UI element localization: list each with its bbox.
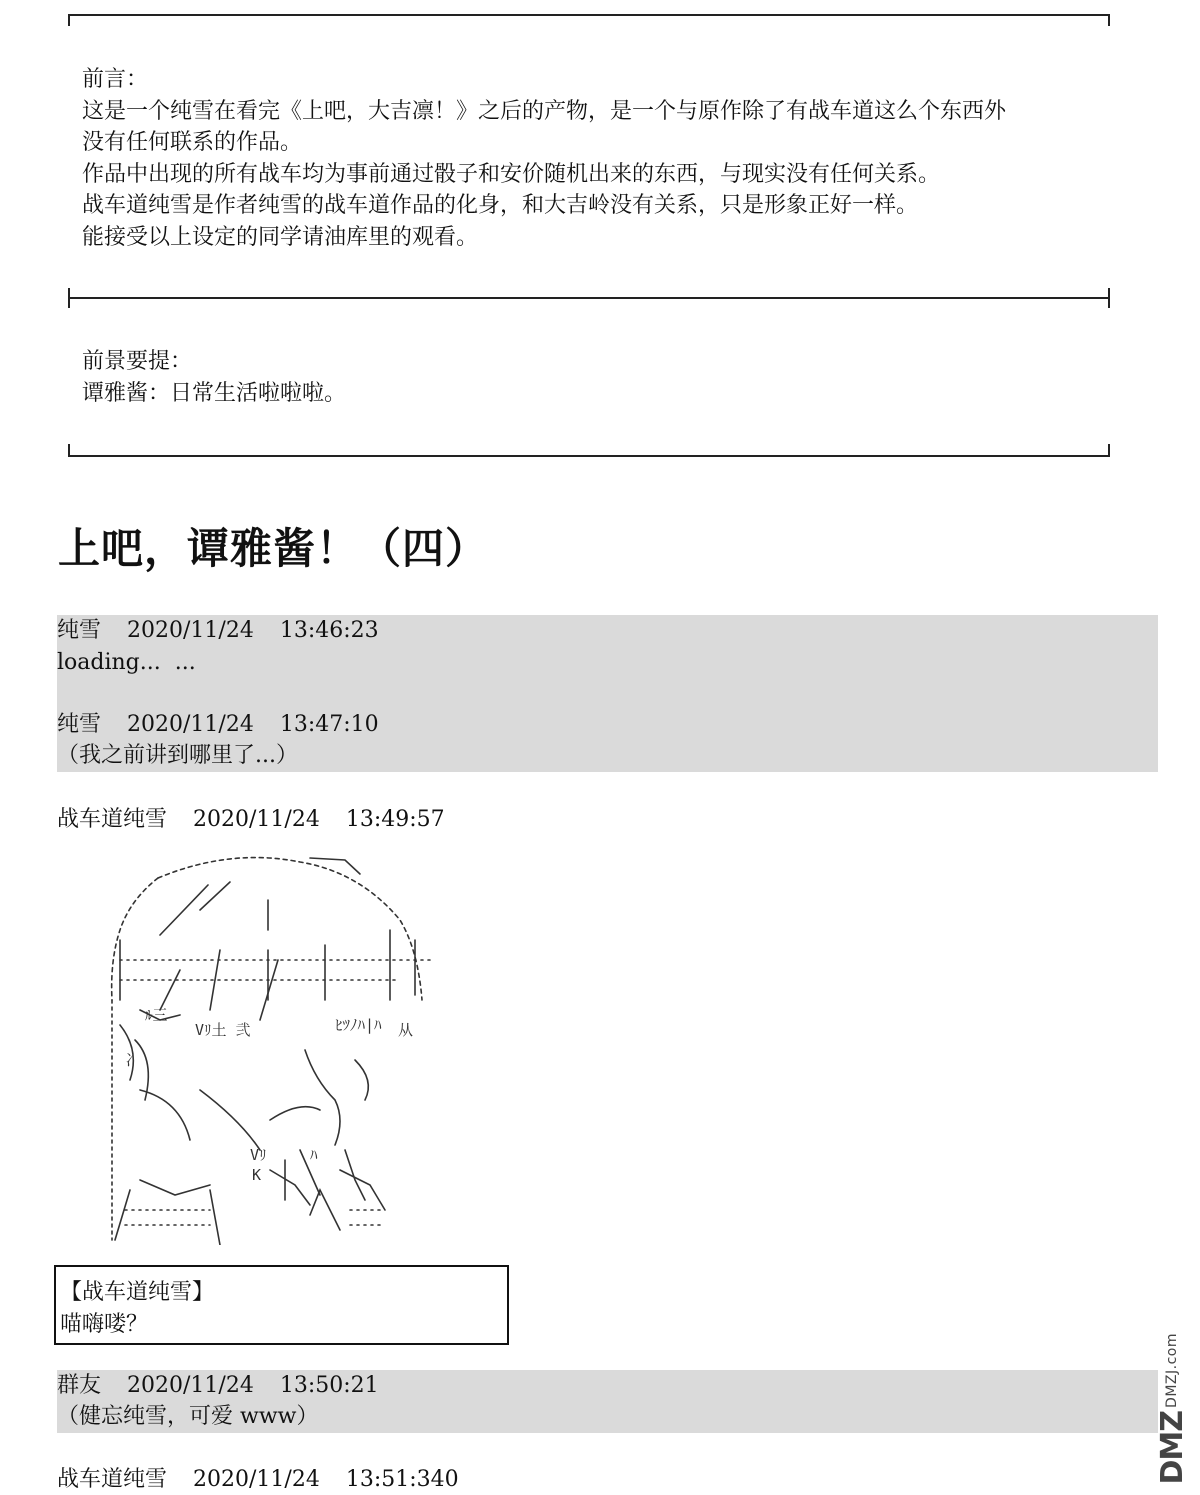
frame-middle-rule: [68, 297, 1110, 299]
post-header: [57, 709, 379, 740]
premise-text: [82, 346, 346, 409]
aa-fragment: Vﾘ: [250, 1146, 267, 1164]
aa-fragment: ﾙ三: [145, 1006, 168, 1024]
post-date: 2020/11/24: [127, 618, 254, 643]
preface-text: [82, 64, 1006, 253]
post-date: 2020/11/24: [127, 712, 254, 737]
frame-tick: [1108, 14, 1110, 26]
premise-heading: 前景要提：: [82, 349, 193, 374]
aa-fragment: 冫: [125, 1051, 141, 1069]
speech-box: [54, 1265, 509, 1345]
chapter-title: 上吧，谭雅酱！（四）: [58, 524, 489, 573]
premise-line: 谭雅酱：日常生活啦啦啦。: [82, 380, 347, 406]
post-time: 13:49:57: [345, 807, 445, 832]
watermark-site: DMZJ.com: [1164, 1332, 1180, 1408]
post-time: 13:50:21: [279, 1373, 379, 1398]
post-time: 13:46:23: [279, 618, 379, 643]
preface-line: 这是一个纯雪在看完《上吧，大吉凛！》之后的产物，是一个与原作除了有战车道这么个东西外: [82, 98, 1007, 124]
post-date: 2020/11/24: [193, 1467, 320, 1492]
site-watermark: [1150, 1332, 1194, 1485]
post-body: （健忘纯雪，可爱 www）: [57, 1404, 319, 1429]
frame-tick: [68, 14, 70, 26]
post-body: loading... ...: [57, 650, 196, 675]
post-header: [57, 1370, 379, 1401]
aa-fragment: 从: [398, 1021, 414, 1039]
frame-top-rule: [68, 14, 1110, 16]
post-date: 2020/11/24: [127, 1373, 254, 1398]
post-author: 群友: [57, 1373, 102, 1398]
post-time: 13:47:10: [279, 712, 379, 737]
preface-line: 作品中出现的所有战车均为事前通过骰子和安价随机出来的东西，与现实没有任何关系。: [82, 161, 941, 187]
post-author: 纯雪: [57, 712, 102, 737]
ascii-art-illustration: [100, 850, 440, 1245]
aa-fragment: Vﾘ土 弐: [195, 1021, 251, 1039]
post-header: [57, 1464, 459, 1495]
post-body: （我之前讲到哪里了...）: [57, 743, 298, 768]
post-author: 战车道纯雪: [57, 807, 168, 832]
speech-text: 喵嗨喽？: [60, 1312, 149, 1337]
aa-fragment: ﾋﾂﾉﾊ|ﾊ: [335, 1016, 382, 1034]
watermark-logo: DMZ: [1154, 1411, 1190, 1485]
frame-tick: [1108, 444, 1110, 456]
post-author: 战车道纯雪: [57, 1467, 168, 1492]
speech-speaker: 【战车道纯雪】: [60, 1280, 215, 1305]
frame-bottom-rule: [68, 455, 1110, 457]
preface-line: 能接受以上设定的同学请油库里的观看。: [82, 224, 479, 250]
post-header: [57, 804, 445, 835]
preface-line: 战车道纯雪是作者纯雪的战车道作品的化身，和大吉岭没有关系，只是形象正好一样。: [82, 193, 919, 218]
aa-fragment: K: [252, 1166, 262, 1184]
post-author: 纯雪: [57, 618, 102, 643]
preface-line: 没有任何联系的作品。: [82, 130, 303, 155]
frame-tick: [68, 444, 70, 456]
post-time: 13:51:340: [345, 1467, 459, 1492]
frame-tick: [68, 288, 70, 308]
frame-tick: [1108, 288, 1110, 308]
aa-fragment: ﾊ: [310, 1146, 318, 1164]
post-header: [57, 615, 379, 646]
post-date: 2020/11/24: [193, 807, 320, 832]
preface-heading: 前言：: [82, 67, 149, 92]
